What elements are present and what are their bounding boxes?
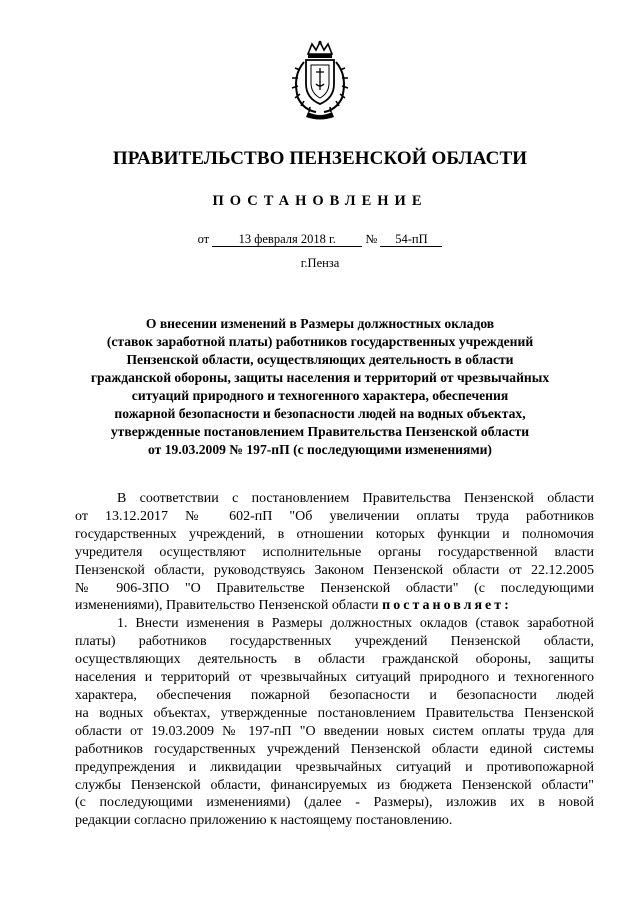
document-type: ПОСТАНОВЛЕНИЕ [212, 193, 428, 209]
body-line [75, 597, 594, 615]
body-line: области от 19.03.2009 № 197-пП "О введении новых систем оплаты труда для [75, 723, 594, 739]
body-line: населения и территорий от чрезвычайных ситуаций природного и техногенного [75, 670, 594, 686]
subject-line: пожарной безопасности и безопасности людей на водных объектах, [114, 406, 526, 421]
document-date: 13 февраля 2018 г. [212, 233, 362, 247]
body-line: редакции согласно приложению к настоящему постановлению. [75, 813, 453, 829]
body-line: предупреждения и ликвидации чрезвычайных ситуаций и противопожарной [75, 759, 594, 775]
resolution-keyword: постановляет: [382, 598, 512, 614]
body-line: работников государственных учреждений Пензенской области единой системы [75, 741, 594, 757]
body-line: характера, обеспечения пожарной безопасности и безопасности людей [75, 687, 594, 703]
government-title: ПРАВИТЕЛЬСТВО ПЕНЗЕНСКОЙ ОБЛАСТИ [112, 148, 528, 169]
body-line: платы) работников государственных учреждений Пензенской области, [75, 634, 594, 650]
subject-line: утвержденные постановлением Правительства Пензенской области [110, 424, 530, 439]
coat-of-arms-emblem [286, 40, 354, 120]
subject-line: (ставок заработной платы) работников государственных учреждений [106, 334, 534, 349]
body-line-text: изменениями), Правительство Пензенской области [75, 598, 379, 614]
subject-line: Пензенской области, осуществляющих деятельность в области [126, 352, 514, 367]
body-line: № 906-ЗПО "О Правительстве Пензенской области" (с последующими [75, 580, 594, 596]
date-prefix: от [197, 232, 210, 246]
document-number: 54-пП [380, 233, 442, 247]
body-line: (с последующими изменениями) (далее - Размеры), изложив их в новой [75, 795, 594, 811]
paragraph-preamble [75, 490, 594, 615]
body-line: учредителя осуществляют исполнительные органы государственной власти [75, 544, 594, 560]
body-line: 1. Внести изменения в Размеры должностных окладов (ставок заработной [117, 616, 594, 632]
body-line: службы Пензенской области, финансируемых из бюджета Пензенской области" [75, 777, 594, 793]
body-line: осуществляющих деятельность в области гражданской обороны, защиты [75, 652, 594, 668]
paragraph-item-1 [75, 615, 594, 830]
city: г.Пенза [300, 256, 340, 270]
body-line: Пензенской области, руководствуясь Законом Пензенской области от 22.12.2005 [75, 562, 594, 578]
subject-line: от 19.03.2009 № 197-пП (с последующими изменениями) [148, 442, 492, 457]
body-line: на водных объектах, утвержденные постановлением Правительства Пензенской [75, 705, 594, 721]
document-subject [60, 315, 580, 459]
body-line: В соответствии с постановлением Правительства Пензенской области [117, 491, 594, 506]
body-line: от 13.12.2017 № 602-пП "Об увеличении оплаты труда работников [75, 508, 594, 524]
number-prefix: № [365, 232, 378, 246]
subject-line: ситуаций природного и техногенного характера, обеспечения [131, 388, 509, 403]
subject-line: О внесении изменений в Размеры должностных окладов [145, 316, 495, 331]
document-body [75, 490, 594, 830]
subject-line: гражданской обороны, защиты населения и территорий от чрезвычайных [90, 370, 550, 385]
dateline [0, 232, 640, 247]
body-line: государственных учреждений, в отношении которых функции и полномочия [75, 526, 594, 542]
